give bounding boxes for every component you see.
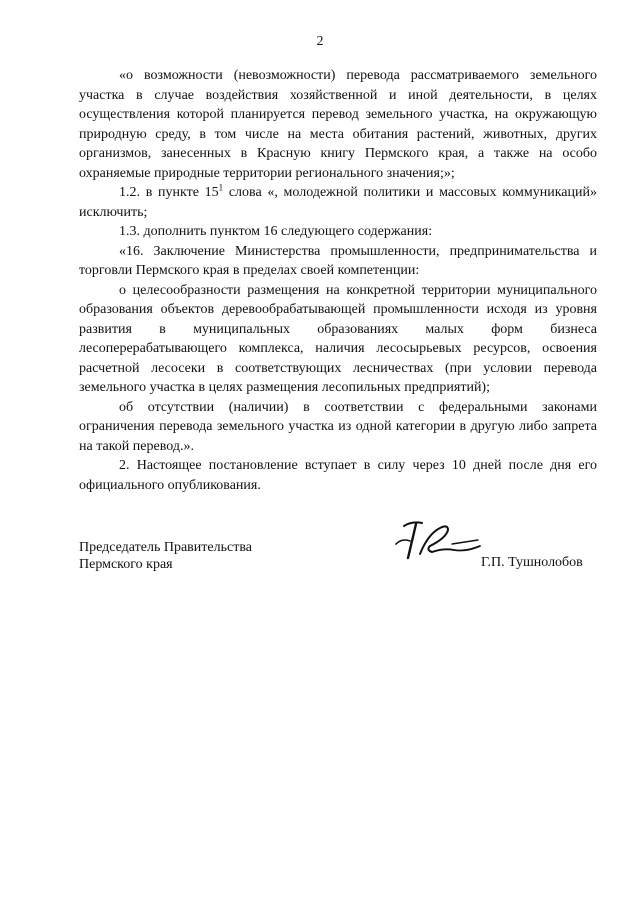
item-1-2-suffix: слова «, молодежной политики и массовых коммуникаций» исключить; xyxy=(79,185,598,220)
paragraph-expediency: о целесообразности размещения на конкретной территории муниципального образования объектов деревообрабатывающей промышленности исходя из уровня развития в муниципальных образованиях малых форм бизнеса лесоперерабатывающего комплекса, наличия лесосырьевых ресурсов, освоения расчетной лесосеки в соответствующих лесничествах (при условии перевода земельного участка в целях размещения лесопильных предприятий); xyxy=(79,282,597,395)
paragraph-item-1-3: 1.3. дополнить пунктом 16 следующего содержания: xyxy=(119,224,433,239)
document-body xyxy=(79,66,597,495)
item-1-2-superscript: 1 xyxy=(218,182,224,193)
paragraph-restrictions: об отсутствии (наличии) в соответствии с федеральными законами ограничения перевода земельного участка из одной категории в другую либо запрета на такой перевод.». xyxy=(79,399,597,454)
signatory-title-line-1: Председатель Правительства xyxy=(79,540,252,555)
paragraph-habitat-clause: «о возможности (невозможности) перевода рассматриваемого земельного участка в случае воздействия хозяйственной и иной деятельности, в целях осуществления которой планируется перевод земельного участка, на окружающую природную среду, в том числе на места обитания растений, животных, других организмов, занесенных в Красную книгу Пермского края, а также на особо охраняемые природные территории регионального значения;»; xyxy=(79,68,597,181)
page-number: 2 xyxy=(316,34,324,49)
paragraph-point-16: «16. Заключение Министерства промышленности, предпринимательства и торговли Пермского края в пределах своей компетенции: xyxy=(79,243,597,278)
item-1-2-prefix: 1.2. в пункте 15 xyxy=(119,185,219,200)
signatory-title xyxy=(79,539,252,573)
signatory-name: Г.П. Тушнолобов xyxy=(481,555,583,570)
paragraph-entry-into-force: 2. Настоящее постановление вступает в силу через 10 дней после дня его официального опубликования. xyxy=(79,458,597,493)
handwritten-signature xyxy=(392,514,484,570)
signatory-title-line-2: Пермского края xyxy=(79,557,173,572)
paragraph-item-1-2 xyxy=(79,183,597,222)
